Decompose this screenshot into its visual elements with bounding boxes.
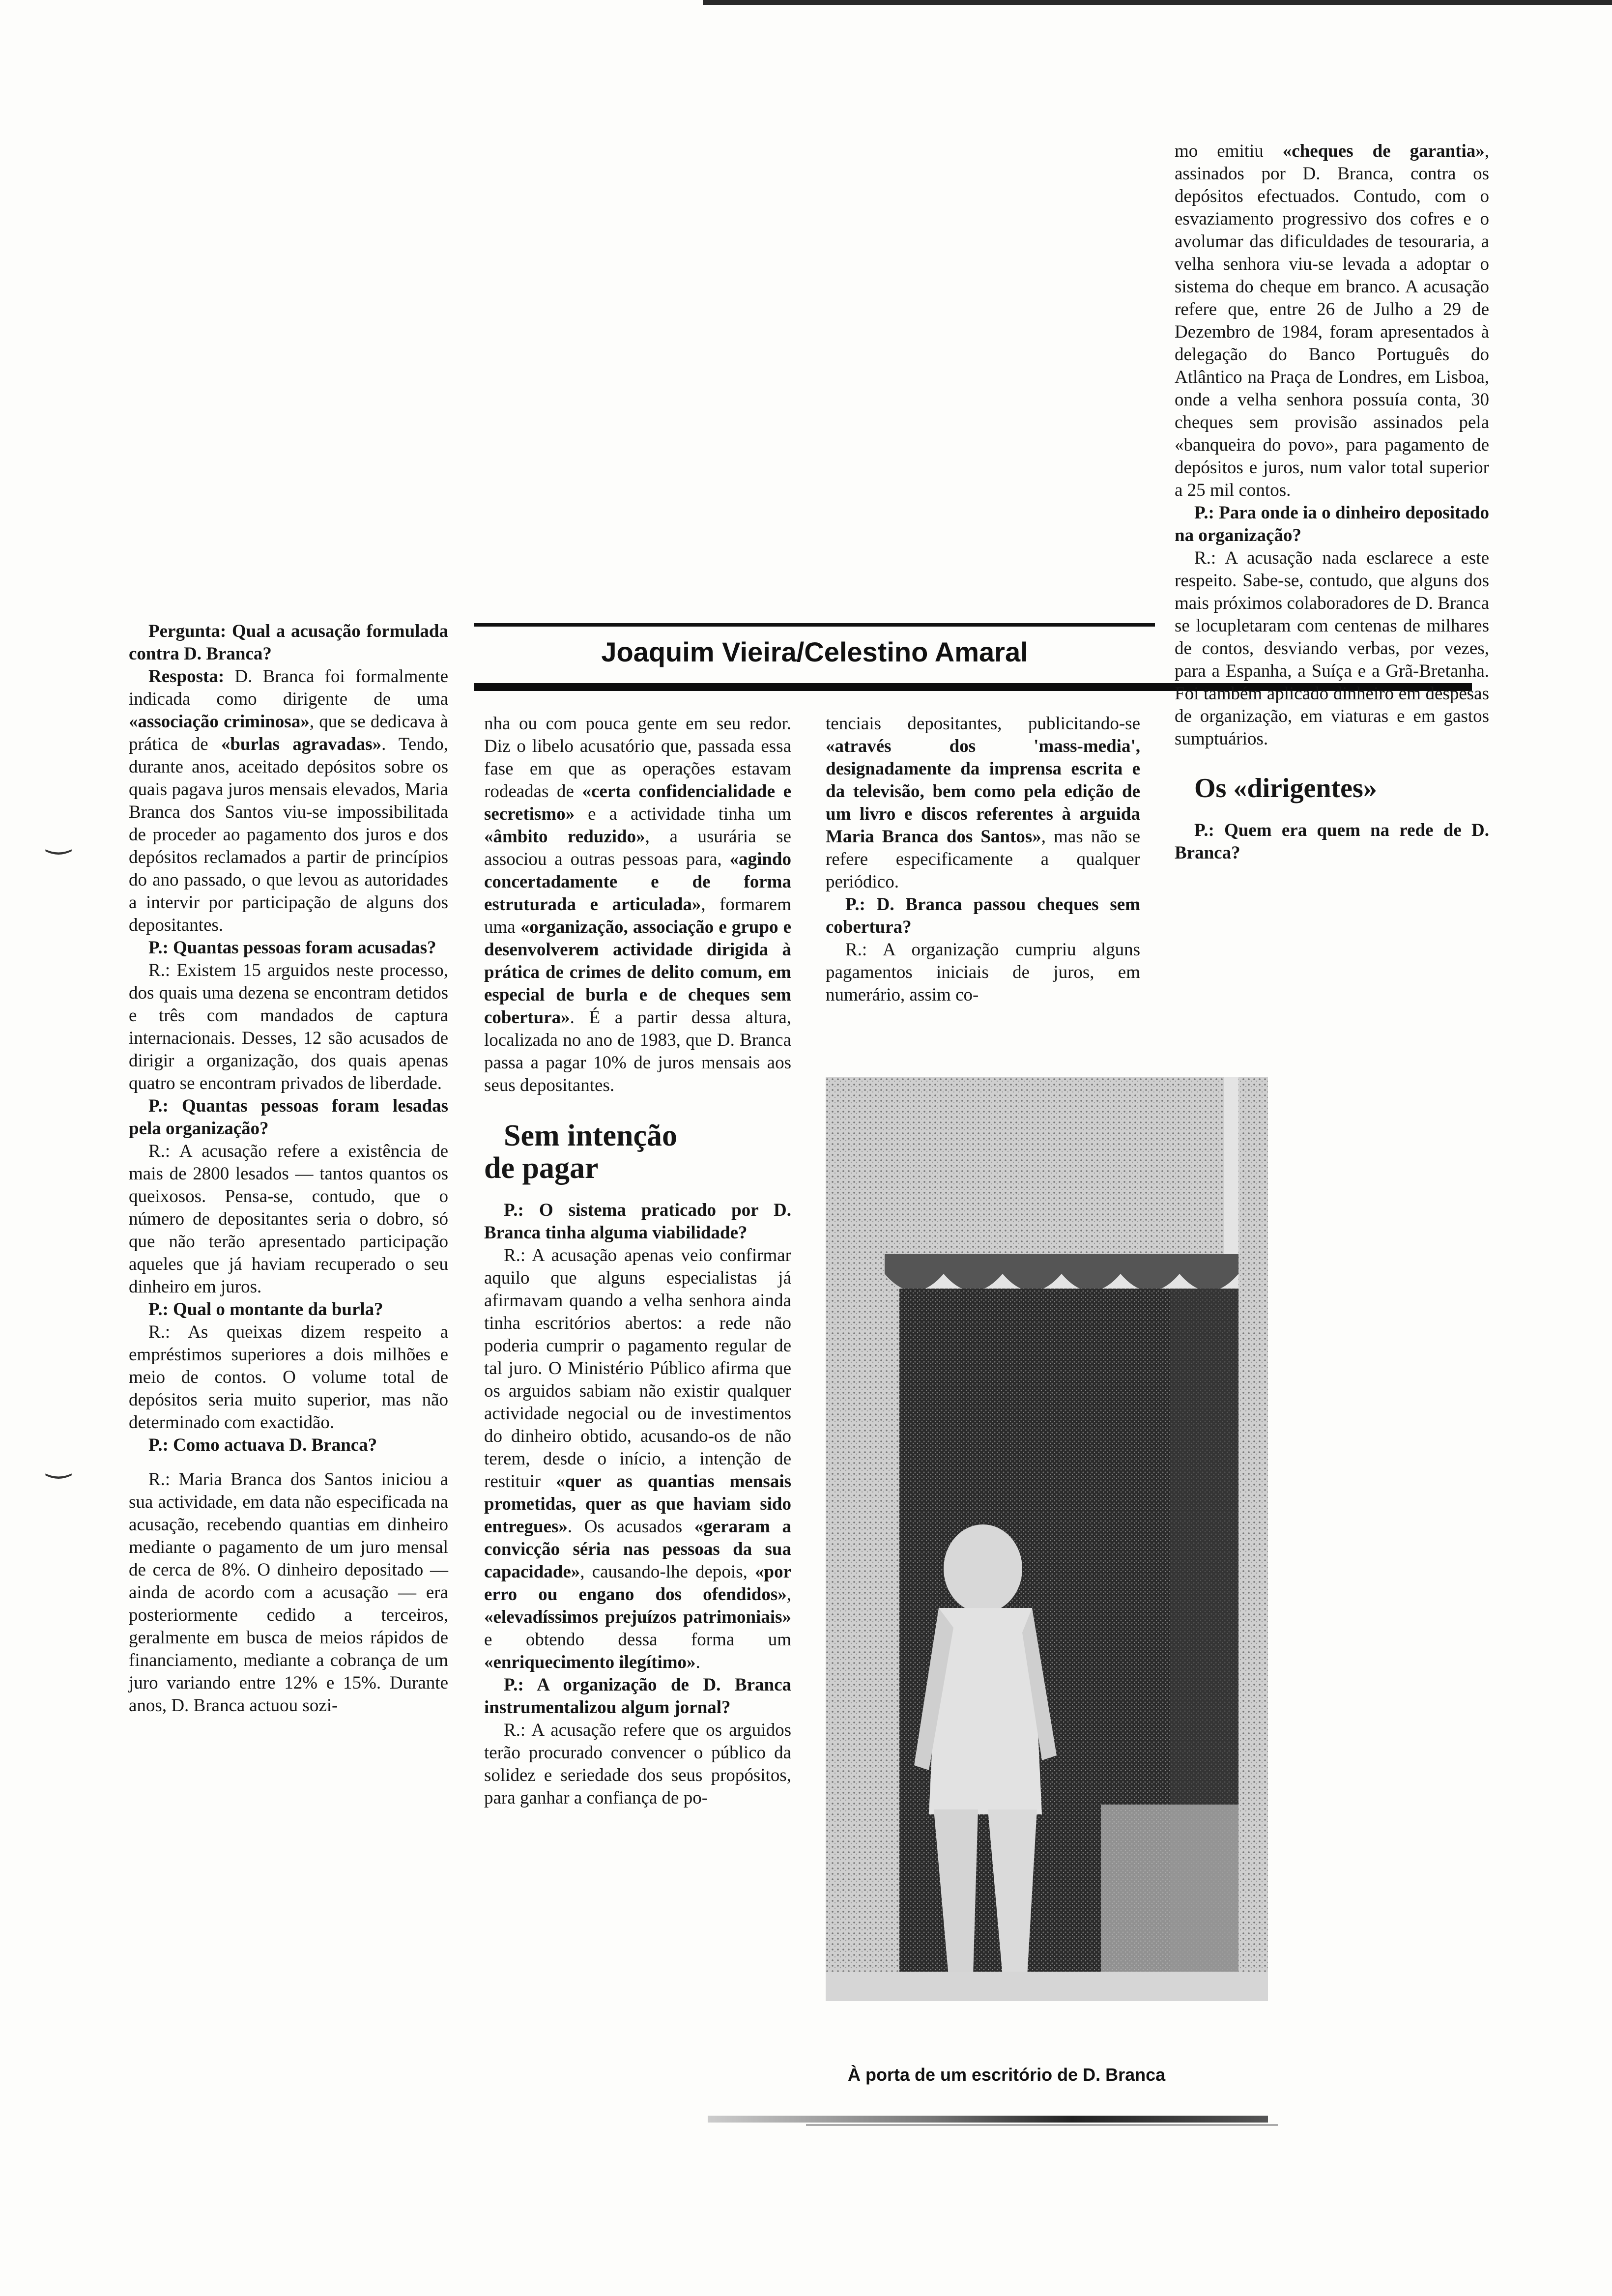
section-heading-sem-intencao	[484, 1119, 791, 1184]
answer-7: R.: A acusação refere que os arguidos terão procurado convencer o público da solidez e seriedade dos seus propósitos, para ganhar a confiança de po-	[484, 1720, 791, 1808]
question-8: P.: D. Branca passou cheques sem cobertura?	[826, 894, 1140, 937]
body-text: , causando-lhe depois,	[580, 1562, 748, 1582]
quote: «quer as quantias mensais prometidas, quer as que haviam sido entregues»	[484, 1471, 791, 1537]
answer-label: Resposta:	[148, 666, 225, 687]
heading-line: Sem intenção	[504, 1119, 678, 1152]
question-text: Qual a acusação formulada contra D. Branca?	[129, 621, 448, 664]
question-2: P.: Quantas pessoas foram acusadas?	[148, 938, 436, 958]
paragraph	[826, 713, 1140, 893]
body-text: , assinados por D. Branca, contra os depósitos efectuados. Contudo, com o esvaziamento progressivo dos cofres e o avolumar das dificuldades de tesouraria, a velha senhora viu-se levada a adoptar o sistema do cheque em branco. A acusação refere que, entre 26 de Julho a 29 de Dezembro de 1984, foram apresentados à delegação do Banco Português do Atlântico na Praça de Londres, em Lisboa, onde a velha senhora possuía conta, 30 cheques sem provisão assinados pela «banqueira do povo», para pagamento de depósitos e juros, num valor total superior a 25 mil contos.	[1175, 141, 1490, 500]
bottom-rule	[708, 2116, 1268, 2123]
answer-text: D. Branca foi formalmente indicada como dirigente de uma	[129, 666, 449, 709]
answer-6	[484, 1244, 791, 1674]
body-text: . Os acusados	[567, 1517, 683, 1537]
body-text: ,	[786, 1584, 791, 1605]
quote: «através dos 'mass-media', designadamente da imprensa escrita e da televisão, bem como pela edição de um livro e discos referentes à arguida Maria Branca dos Santos»	[826, 736, 1140, 847]
answer-5: R.: Maria Branca dos Santos iniciou a sua actividade, em data não especificada na acusação, recebendo quantias em dinheiro mediante o pagamento de um juro mensal de cerca de 8%. O dinheiro depositado — ainda de acordo com a acusação — era posteriormente cedido a terceiros, geralmente em busca de meios rápidos de financiamento, mediante a cobrança de um juro variando entre 12% e 15%. Durante anos, D. Branca actuou sozi-	[129, 1469, 448, 1716]
question-6: P.: O sistema praticado por D. Branca tinha alguma viabilidade?	[484, 1200, 791, 1243]
quote: «cheques de garantia»	[1282, 141, 1485, 161]
question-9: P.: Para onde ia o dinheiro depositado na organização?	[1175, 503, 1489, 545]
body-text: . É a partir dessa altura, localizada no ano de 1983, que D. Branca passa a pagar 10% de juros mensais aos seus depositantes.	[484, 1007, 791, 1095]
answer-1	[129, 665, 448, 937]
question-5: P.: Como actuava D. Branca?	[148, 1435, 377, 1455]
page-top-edge	[703, 0, 1612, 5]
paragraph	[1175, 140, 1489, 502]
binder-hole-mark-bottom: ‿	[47, 1445, 71, 1479]
paragraph	[484, 713, 791, 1097]
byline: Joaquim Vieira/Celestino Amaral	[601, 636, 1028, 667]
question-3: P.: Quantas pessoas foram lesadas pela organização?	[129, 1096, 448, 1139]
question-10: P.: Quem era quem na rede de D. Branca?	[1175, 820, 1489, 863]
body-text: tenciais depositantes, publicitando-se	[826, 714, 1140, 734]
quote: «elevadíssimos prejuízos patrimoniais»	[484, 1607, 791, 1627]
question-7: P.: A organização de D. Branca instrumentalizou algum jornal?	[484, 1675, 791, 1718]
body-text: e obtendo dessa forma um	[484, 1630, 791, 1650]
quote: «agindo concertadamente e de forma estruturada e articulada»	[484, 849, 791, 915]
quote: «enriquecimento ilegítimo»	[484, 1652, 696, 1672]
body-text: , formarem uma	[484, 894, 791, 937]
quote: «por erro ou engano dos ofendidos»	[484, 1562, 791, 1605]
photo-office-door	[826, 1077, 1268, 2001]
question-4: P.: Qual o montante da burla?	[148, 1299, 383, 1320]
article-column-4	[1175, 140, 1489, 864]
body-text: e a actividade tinha um	[588, 804, 791, 824]
question-label: Pergunta:	[148, 621, 227, 641]
body-text: mo emitiu	[1175, 141, 1264, 161]
byline-rule-top	[474, 623, 1155, 627]
quote: «burlas agravadas»	[221, 734, 382, 754]
quote: «organização, associação e grupo e desenvolverem actividade dirigida à prática de crimes de delito comum, em especial de burla e de cheques sem cobertura»	[484, 917, 791, 1028]
question-1	[129, 620, 448, 665]
quote: «âmbito reduzido»	[484, 827, 645, 847]
body-text: .	[695, 1652, 700, 1672]
answer-9: R.: A acusação nada esclarece a este respeito. Sabe-se, contudo, que alguns dos mais próximos colaboradores de D. Branca se locupletaram com centenas de milhares de contos, desviando verbas, por vezes, para a Espanha, a Suíça e a Grã-Bretanha. Foi também aplicado dinheiro em despesas de organização, em viaturas e em gastos sumptuários.	[1175, 548, 1489, 749]
section-heading-dirigentes: Os «dirigentes»	[1194, 773, 1377, 804]
answer-3: R.: A acusação refere a existência de mais de 2800 lesados — tantos quantos os queixosos. Pensa-se, contudo, que o número de depositantes seria o dobro, só que não terão apresentado participação aqueles que já haviam recuperado o seu dinheiro em juros.	[129, 1141, 448, 1297]
body-text: R.: A acusação apenas veio confirmar aquilo que alguns especialistas já afirmavam quando a velha senhora ainda tinha escritórios abertos: a rede não poderia cumprir o pagamento regular de tal juro. O Ministério Público afirma que os arguidos sabiam não existir qualquer actividade negocial ou de investimentos do dinheiro obtido, acusando-os de não terem, desde o início, a intenção de restituir	[484, 1245, 791, 1492]
photo-caption: À porta de um escritório de D. Branca	[848, 2065, 1166, 2085]
binder-hole-mark-top: ‿	[47, 821, 71, 855]
body-text: , mas não se refere especificamente a qualquer periódico.	[826, 827, 1140, 892]
bottom-rule-thin	[806, 2124, 1278, 2126]
quote: «geraram a convicção séria nas pessoas da sua capacidade»	[484, 1517, 791, 1582]
article-column-2	[484, 713, 791, 1809]
photo-image	[826, 1077, 1268, 2001]
answer-2: R.: Existem 15 arguidos neste processo, dos quais uma dezena se encontram detidos e três com mandados de captura internacionais. Desses, 12 são acusados de dirigir a organização, dos quais apenas quatro se encontram privados de liberdade.	[129, 960, 448, 1093]
quote: «certa confidencialidade e secretismo»	[484, 781, 791, 824]
answer-8: R.: A organização cumpriu alguns pagamentos iniciais de juros, em numerário, assim co-	[826, 940, 1140, 1005]
heading-line: de pagar	[484, 1151, 599, 1185]
answer-text: , que se dedicava à prática de	[129, 712, 449, 754]
body-text: , a usurária se associou a outras pessoas para,	[484, 827, 791, 869]
article-column-1	[129, 620, 448, 1717]
answer-text: . Tendo, durante anos, aceitado depósitos sobre os quais pagava juros mensais elevados, Maria Branca dos Santos viu-se impossibilitada de proceder ao pagamento dos juros e dos depósitos reclamados a partir de princípios do ano passado, o que levou as autoridades a intervir por participação de alguns dos depositantes.	[129, 734, 449, 935]
answer-4: R.: As queixas dizem respeito a empréstimos superiores a dois milhões e meio de contos. O volume total de depósitos seria muito superior, mas não determinado com exactidão.	[129, 1322, 448, 1433]
quote: «associação criminosa»	[129, 712, 310, 732]
article-column-3	[826, 713, 1140, 1006]
body-text: nha ou com pouca gente em seu redor. Diz o libelo acusatório que, passada essa fase em que as operações estavam rodeadas de	[484, 714, 791, 802]
